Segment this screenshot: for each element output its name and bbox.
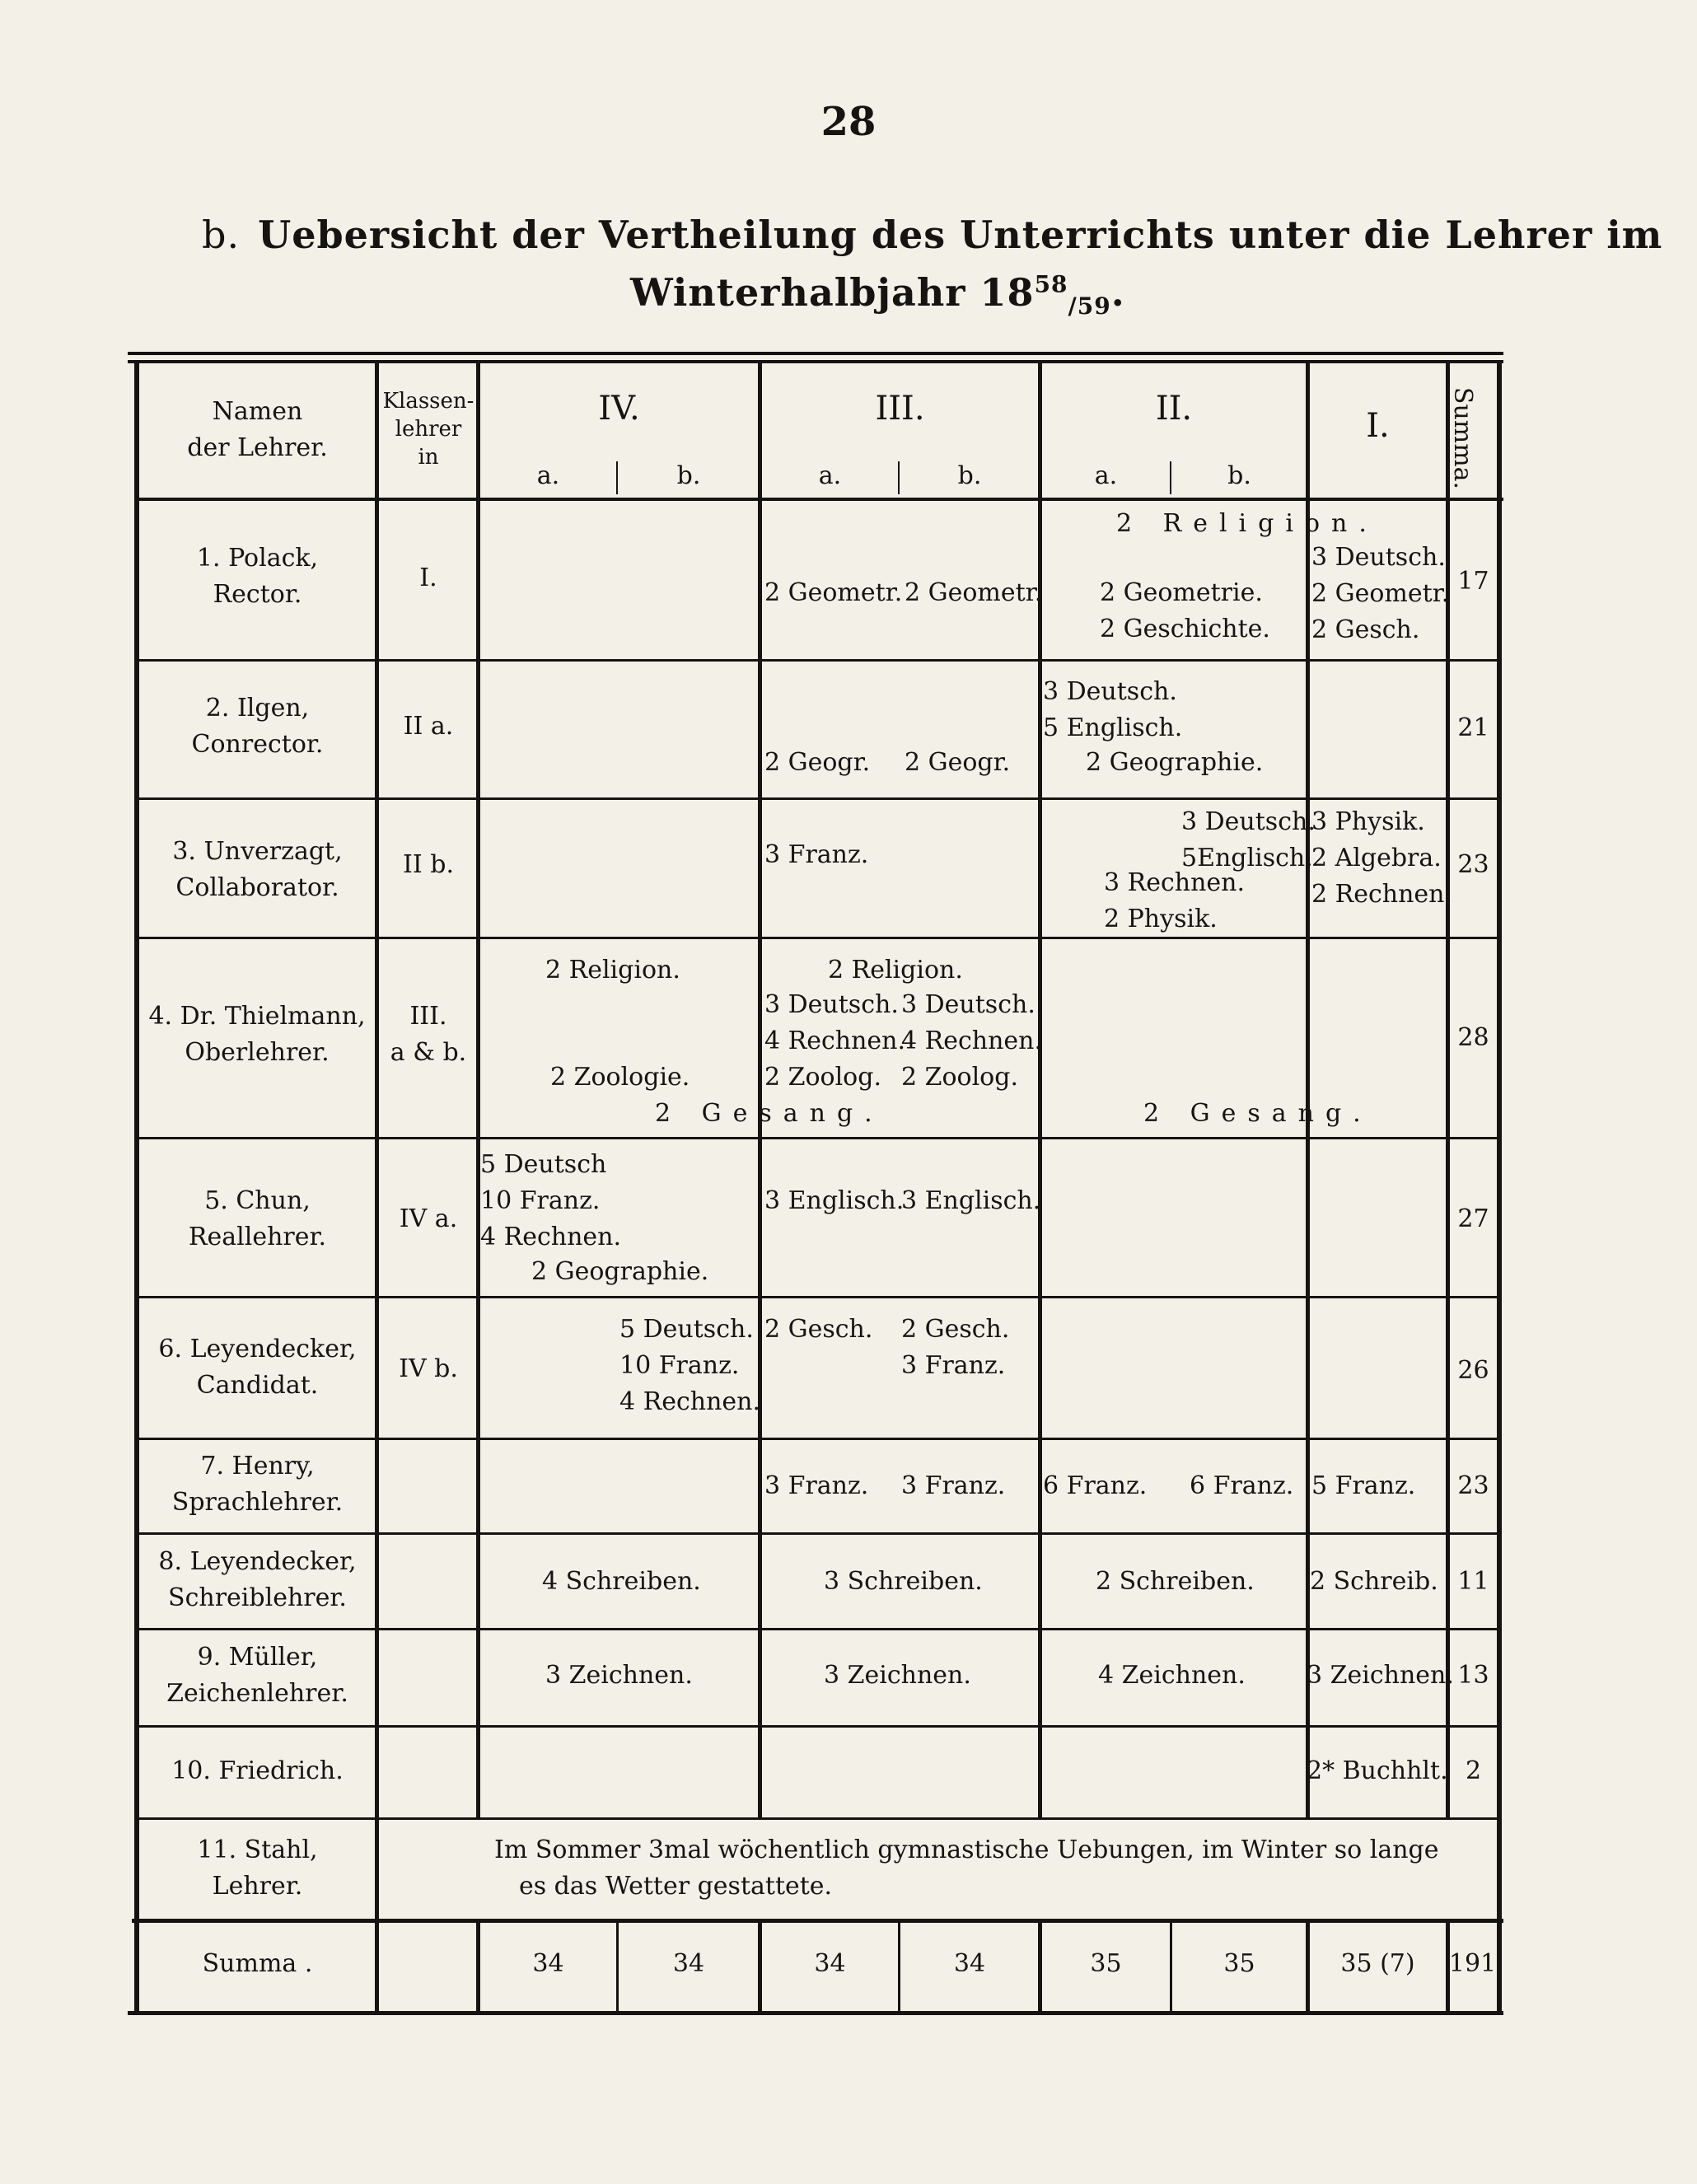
header-iii-b: b. bbox=[957, 461, 982, 490]
header-iii-a: a. bbox=[818, 461, 842, 490]
row6-ivb-2: 10 Franz. bbox=[619, 1351, 740, 1380]
header-klass-2: lehrer bbox=[395, 417, 462, 442]
row1-title: Rector. bbox=[213, 580, 302, 609]
row6-title: Candidat. bbox=[196, 1371, 319, 1400]
title-line2: Winterhalbjahr 18 bbox=[630, 270, 1035, 315]
row6-ivb bbox=[619, 1312, 760, 1420]
header-names bbox=[140, 394, 375, 466]
row2-iia bbox=[1043, 674, 1182, 746]
row7-name bbox=[140, 1448, 375, 1521]
row1-ii bbox=[1100, 575, 1270, 648]
summa-total: 191 bbox=[1448, 1949, 1497, 1978]
row6-klass: IV b. bbox=[399, 1354, 458, 1383]
row1-sum: 17 bbox=[1457, 567, 1489, 596]
row4-iiia-2: 4 Rechnen. bbox=[764, 1027, 906, 1055]
summa-top-rule bbox=[132, 1919, 1503, 1923]
summa-iib: 35 bbox=[1223, 1949, 1255, 1978]
row1-religion: 2 Religion. bbox=[1116, 509, 1378, 538]
row3-ii-2: 2 Physik. bbox=[1104, 905, 1218, 933]
row6-ivb-1: 5 Deutsch. bbox=[619, 1315, 754, 1344]
row10-sum: 2 bbox=[1465, 1756, 1482, 1785]
row5-iva-2: 10 Franz. bbox=[480, 1186, 601, 1215]
row3-i bbox=[1311, 804, 1452, 913]
row5-sum: 27 bbox=[1457, 1204, 1489, 1233]
row4-gesang1: 2 Gesang. bbox=[655, 1099, 884, 1128]
title-end: . bbox=[1110, 270, 1125, 315]
row8-iii: 3 Schreiben. bbox=[824, 1567, 983, 1596]
page-number: 28 bbox=[820, 99, 877, 145]
row2-sum: 21 bbox=[1457, 713, 1489, 742]
row1-ii-2: 2 Geschichte. bbox=[1100, 615, 1270, 643]
title-year-sub: /59 bbox=[1068, 292, 1111, 320]
summa-iva: 34 bbox=[532, 1949, 564, 1978]
row8-title: Schreiblehrer. bbox=[168, 1583, 347, 1612]
row9-i: 3 Zeichnen. bbox=[1307, 1661, 1454, 1690]
row7-iiia: 3 Franz. bbox=[764, 1471, 869, 1500]
header-ii: II. bbox=[1155, 390, 1193, 428]
row7-sum: 23 bbox=[1457, 1471, 1489, 1500]
row4-iv1: 2 Religion. bbox=[545, 956, 680, 984]
row1-i-2: 2 Geometr. bbox=[1311, 579, 1450, 608]
row11-note bbox=[494, 1832, 1439, 1905]
summa-ivb: 34 bbox=[672, 1949, 705, 1978]
row7-title: Sprachlehrer. bbox=[171, 1488, 344, 1517]
row7-iib: 6 Franz. bbox=[1190, 1471, 1294, 1500]
row8-name-text: 8. Leyendecker, bbox=[158, 1547, 357, 1576]
row4-klass-2: a & b. bbox=[390, 1038, 467, 1067]
row2-name bbox=[140, 690, 375, 763]
row-sep-10 bbox=[136, 1817, 1499, 1820]
title-lead: b. bbox=[202, 213, 241, 257]
row6-iiib-1: 2 Gesch. bbox=[901, 1315, 1010, 1344]
header-ii-a: a. bbox=[1094, 461, 1118, 490]
header-i: I. bbox=[1366, 407, 1390, 445]
header-klass-1: Klassen- bbox=[382, 389, 475, 414]
row4-iiia bbox=[764, 987, 905, 1096]
row1-klass: I. bbox=[419, 564, 437, 592]
row1-iiia: 2 Geometr. bbox=[764, 578, 903, 607]
row-sep-9 bbox=[136, 1725, 1499, 1728]
row2-ii: 2 Geographie. bbox=[1086, 748, 1264, 777]
row4-iiia-1: 3 Deutsch. bbox=[764, 990, 899, 1019]
row4-klass-1: III. bbox=[409, 1002, 447, 1031]
row8-sum: 11 bbox=[1457, 1567, 1489, 1596]
row1-i-1: 3 Deutsch. bbox=[1311, 543, 1446, 572]
row2-iiia: 2 Geogr. bbox=[764, 748, 871, 777]
header-sub-iv bbox=[616, 461, 618, 494]
row7-iia: 6 Franz. bbox=[1043, 1471, 1148, 1500]
row-sep-7 bbox=[136, 1532, 1499, 1535]
row4-iiib-3: 2 Zoolog. bbox=[901, 1063, 1018, 1092]
summa-iia: 35 bbox=[1090, 1949, 1122, 1978]
row3-i-1: 3 Physik. bbox=[1311, 807, 1425, 836]
row6-iiia: 2 Gesch. bbox=[764, 1315, 873, 1344]
row11-title: Lehrer. bbox=[212, 1872, 303, 1901]
row11-note-2: es das Wetter gestattete. bbox=[519, 1872, 833, 1901]
row3-iib-2: 5Englisch. bbox=[1181, 844, 1313, 872]
row11-name-text: 11. Stahl, bbox=[197, 1836, 318, 1864]
table-top-rule-2 bbox=[128, 360, 1503, 363]
row4-gesang2: 2 Gesang. bbox=[1143, 1099, 1372, 1128]
row8-name bbox=[140, 1544, 375, 1616]
row2-iiib: 2 Geogr. bbox=[905, 748, 1011, 777]
row6-name-text: 6. Leyendecker, bbox=[158, 1335, 357, 1363]
row9-name bbox=[140, 1639, 375, 1712]
row1-name-text: 1. Polack, bbox=[196, 544, 319, 573]
header-sub-iii bbox=[898, 461, 900, 494]
row7-iiib: 3 Franz. bbox=[901, 1471, 1006, 1500]
row4-sum: 28 bbox=[1457, 1023, 1489, 1052]
header-iv-a: a. bbox=[536, 461, 560, 490]
summa-line-iva bbox=[616, 1923, 619, 2013]
row7-name-text: 7. Henry, bbox=[200, 1452, 315, 1480]
header-klass-3: in bbox=[418, 445, 439, 470]
col-line-klass bbox=[476, 360, 480, 1818]
row3-name-text: 3. Unverzagt, bbox=[172, 837, 343, 866]
row6-iiib bbox=[901, 1312, 1009, 1384]
row3-title: Collaborator. bbox=[175, 873, 339, 902]
row2-iia-1: 3 Deutsch. bbox=[1043, 677, 1177, 706]
summa-line-iiia bbox=[898, 1923, 900, 2013]
summa-i: 35 (7) bbox=[1340, 1949, 1415, 1978]
row9-title: Zeichenlehrer. bbox=[166, 1679, 348, 1708]
row5-klass: IV a. bbox=[399, 1204, 458, 1233]
row4-iiib-2: 4 Rechnen. bbox=[901, 1027, 1043, 1055]
header-iii: III. bbox=[875, 390, 925, 428]
row8-ii: 2 Schreiben. bbox=[1096, 1567, 1255, 1596]
row5-iiib: 3 Englisch. bbox=[901, 1186, 1041, 1215]
row9-iii: 3 Zeichnen. bbox=[824, 1661, 971, 1690]
row4-iiia-3: 2 Zoolog. bbox=[764, 1063, 881, 1092]
row2-name-text: 2. Ilgen, bbox=[205, 694, 310, 723]
row3-iiia: 3 Franz. bbox=[764, 840, 869, 869]
row1-i-3: 2 Gesch. bbox=[1311, 615, 1420, 644]
row5-title: Reallehrer. bbox=[188, 1223, 327, 1251]
summa-iiib: 34 bbox=[953, 1949, 986, 1978]
table-top-rule bbox=[128, 352, 1503, 355]
row-sep-3 bbox=[136, 937, 1499, 939]
row8-iv: 4 Schreiben. bbox=[542, 1567, 701, 1596]
row5-iva bbox=[480, 1147, 621, 1256]
row6-ivb-3: 4 Rechnen. bbox=[619, 1387, 761, 1416]
header-iv: IV. bbox=[598, 390, 640, 428]
title-line1: Uebersicht der Vertheilung des Unterrichts unter die Lehrer im bbox=[258, 213, 1663, 257]
row-sep-6 bbox=[136, 1438, 1499, 1440]
row10-name: 10. Friedrich. bbox=[171, 1756, 344, 1785]
summa-label: Summa . bbox=[202, 1949, 313, 1978]
header-klassenlehrer bbox=[381, 387, 476, 471]
row4-name-text: 4. Dr. Thielmann, bbox=[148, 1002, 366, 1031]
row5-name bbox=[140, 1183, 375, 1256]
title-year-sup: 58 bbox=[1034, 270, 1068, 298]
summa-line-iia bbox=[1170, 1923, 1172, 2013]
row9-ii: 4 Zeichnen. bbox=[1098, 1661, 1246, 1690]
header-iv-b: b. bbox=[676, 461, 701, 490]
col-line-right bbox=[1497, 360, 1502, 2013]
row2-klass: II a. bbox=[403, 712, 454, 741]
row11-note-1: Im Sommer 3mal wöchentlich gymnastische Uebungen, im Winter so lange bbox=[494, 1836, 1439, 1864]
col-line-left bbox=[134, 360, 139, 2013]
row3-ii bbox=[1104, 865, 1245, 938]
summa-iiia: 34 bbox=[814, 1949, 846, 1978]
row11-name bbox=[140, 1832, 375, 1905]
row4-iv2: 2 Zoologie. bbox=[550, 1063, 690, 1092]
row5-name-text: 5. Chun, bbox=[204, 1186, 311, 1215]
row9-name-text: 9. Müller, bbox=[197, 1643, 318, 1672]
row-sep-1 bbox=[136, 659, 1499, 662]
row-sep-8 bbox=[136, 1628, 1499, 1630]
header-names-2: der Lehrer. bbox=[187, 433, 328, 462]
row3-name bbox=[140, 834, 375, 906]
row5-iva-3: 4 Rechnen. bbox=[480, 1223, 622, 1251]
row9-sum: 13 bbox=[1457, 1661, 1489, 1690]
col-line-names bbox=[375, 360, 379, 2013]
row4-iiib bbox=[901, 987, 1042, 1096]
row-sep-4 bbox=[136, 1137, 1499, 1139]
header-names-1: Namen bbox=[212, 397, 303, 426]
row3-i-2: 2 Algebra. bbox=[1311, 844, 1442, 872]
row1-i bbox=[1311, 540, 1449, 648]
row-sep-5 bbox=[136, 1296, 1499, 1298]
row2-iia-2: 5 Englisch. bbox=[1043, 713, 1183, 742]
table-title-line2 bbox=[630, 270, 1125, 320]
header-bottom-rule bbox=[136, 498, 1503, 501]
row3-iib-1: 3 Deutsch. bbox=[1181, 807, 1316, 836]
row5-iv: 2 Geographie. bbox=[531, 1257, 709, 1286]
row3-sum: 23 bbox=[1457, 850, 1489, 879]
table-title bbox=[202, 213, 1662, 257]
row1-iiib: 2 Geometr. bbox=[905, 578, 1043, 607]
row5-iiia: 3 Englisch. bbox=[764, 1186, 905, 1215]
row1-name bbox=[140, 540, 375, 613]
header-summa: Summa. bbox=[1448, 386, 1477, 490]
row7-i: 5 Franz. bbox=[1311, 1471, 1416, 1500]
row3-klass: II b. bbox=[403, 850, 454, 879]
row10-i: 2* Buchhlt. bbox=[1307, 1756, 1448, 1785]
row5-iva-1: 5 Deutsch bbox=[480, 1150, 607, 1179]
header-ii-b: b. bbox=[1227, 461, 1251, 490]
header-sub-ii bbox=[1170, 461, 1171, 494]
row3-ii-1: 3 Rechnen. bbox=[1104, 868, 1246, 897]
row1-ii-1: 2 Geometrie. bbox=[1100, 578, 1263, 607]
table-bottom-rule bbox=[128, 2011, 1503, 2015]
row4-name bbox=[133, 998, 381, 1071]
row4-iii1: 2 Religion. bbox=[828, 956, 963, 984]
row9-iv: 3 Zeichnen. bbox=[545, 1661, 693, 1690]
row6-iiib-2: 3 Franz. bbox=[901, 1351, 1006, 1380]
row6-sum: 26 bbox=[1457, 1356, 1489, 1385]
row8-i: 2 Schreib. bbox=[1310, 1567, 1438, 1596]
row6-name bbox=[140, 1331, 375, 1404]
row-sep-2 bbox=[136, 797, 1499, 800]
row3-i-3: 2 Rechnen. bbox=[1311, 880, 1453, 909]
col-line-iv bbox=[758, 360, 762, 1818]
row4-iiib-1: 3 Deutsch. bbox=[901, 990, 1035, 1019]
row4-title: Oberlehrer. bbox=[185, 1038, 330, 1067]
row2-title: Conrector. bbox=[191, 730, 324, 759]
row4-klass bbox=[381, 998, 476, 1071]
